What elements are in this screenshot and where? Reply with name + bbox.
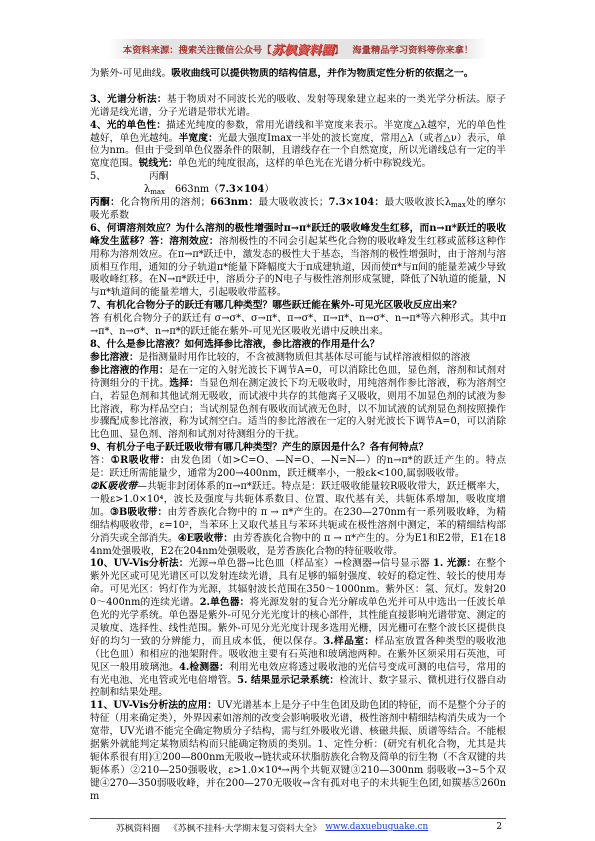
- instrument-flow-text: 光源→单色器→比色皿（样品室）→检测器→信号显示器: [188, 558, 434, 570]
- section-11-heading: 11、UV-Vis分析法的应用：: [90, 700, 218, 712]
- light-source-text: 在整个紫外光区或可见光谱区可以发射连续光谱，具有足够的辐射强度、较好的稳定性、较长的使用寿命。可见光区：钨灯作为光源，其辐射波长范围在350～1000nm。紫外区：氢、氘灯。发射200～400nm的连续光谱。: [90, 558, 506, 609]
- footer-title: 《苏枫不挂科·大学期末复习资料大全》: [169, 823, 322, 833]
- half-width-term: 半宽度：: [178, 132, 218, 144]
- half-width-definition: 光最大强度Imax一半处的波长宽度，常用△λ（或者△ν）表示，单位为nm。但由于受到单色仪器条件的限制，且谱线存在一个自然宽度，所以光谱线总有一定的半宽度范围。: [90, 132, 506, 170]
- footer-brand: 苏枫资料圈: [116, 823, 160, 833]
- k-band-text: —共轭非封闭体系的π→π*跃迁。特点是：跃迁吸收能量较R吸收带大，跃迁概率大，一般ε>1.0×10⁴，波长及强度与共轭体系数目、位置、取代基有关，共轭体系增加，吸收度增加。: [90, 480, 506, 518]
- reference-solution-role: [90, 365, 506, 442]
- section-7-answer: [90, 313, 506, 339]
- wavelength-value: 663nm（: [174, 184, 219, 196]
- answer-label: 答：: [90, 455, 111, 467]
- section-3-paragraph: [90, 94, 506, 120]
- display-system-term: 5. 结果显示记录系统：: [237, 674, 340, 686]
- sample-chamber-text: 样品室放置各种类型的吸收池（比色皿）和相应的池架附件。吸收池主要有石英池和玻璃池两种。在紫外区须采用石英池，可见区一般用玻璃池。: [90, 635, 506, 673]
- b-band-term: ③B吸收带：: [110, 506, 168, 518]
- e-band-text: 由芳香族化合物中的 π → π*产生的。分为E1和E2带，E1在184nm处强吸收，E2在204nm处强吸收，是芳香族化合物的特征吸收带。: [90, 532, 506, 557]
- light-source-term: 1. 光源：: [433, 558, 477, 570]
- explain-epsilon-term: 7.3×104：: [328, 197, 385, 209]
- section-5-number: 5、: [90, 171, 106, 183]
- e-band-term: ④E吸收带：: [177, 532, 234, 544]
- selection-text: 当显色剂在测定波长下均无吸收时，用纯溶剂作参比溶液，称为溶剂空白，若显色剂和其他试剂无吸收，而试液中共存的其他离子又吸收，则用不加显色剂的试液为参比溶液，称为样品空白；当试剂显色剂有吸收而试液无色时，以不加试液的试剂显色剂按照操作步骤配成参比溶液，称为试剂空白。适当的参比溶液在一定的入射光波长下调节A=0，可以消除比色皿、显色剂、溶剂和试剂对待测组分的干扰。: [90, 377, 506, 441]
- header-tagline: 海量精品学习资料等你来拿！: [352, 45, 474, 56]
- section-4-heading: 4、光的单色性：: [90, 119, 167, 131]
- monochromator-term: 2.单色器：: [199, 597, 250, 609]
- epsilon-value: 7.3×104: [218, 184, 265, 196]
- r-band-term: ①R吸收带：: [110, 455, 171, 467]
- lambda-max-formula: [90, 184, 506, 197]
- section-3-heading: 3、光谱分析法：: [90, 93, 167, 105]
- detector-text: 利用光电效应将透过吸收池的光信号变成可测的电信号，常用的有光电池、光电管或光电倍增管。: [90, 661, 506, 686]
- reference-role-text: 是在一定的入射光波长下调节A=0，可以消除比色皿，显色剂，溶剂和试剂对待测组分的干扰。: [90, 364, 506, 389]
- section-10-heading: 10、UV-Vis分析法：: [90, 558, 189, 570]
- section-11-text: UV光谱基本上是分子中生色团及助色团的特征，而不是整个分子的特征（用来确定类），外界因素如溶剂的改变会影响吸收光谱，极性溶剂中精细结构消失成为一个宽带，UV光谱不能完全确定物质分子结构，需与红外吸收光谱、核磁共振、质谱等结合。不能根据紫外就能判定某物质结构而只能确定物质的类别。1、定性分析：(研究有机化合物，尤其是共轭体系很有用)①200—800nm无吸收→链状或环状脂肪族化合物及简单的衍生物（不含双键的共轭体系）②210—250强吸收，ε>1.0×10⁴→两个共轭双键③210—300nm 弱吸收→3~5个双键④270—350弱吸收峰，并在200—270无吸收→含有孤对电子的未共轭生色团,如羰基⑤260nm: [90, 700, 506, 802]
- section-6-paragraph: [90, 223, 506, 300]
- section-7-answer-text: 答 有机化合物分子的跃迁有 σ→σ*、σ→π*、π→σ*、π→π*、n→σ*、n→π*等六种形式。其中π→π*、n→σ*、n→π*的跃迁能在紫外-可见光区吸收光谱中反映出来。: [90, 313, 506, 338]
- header-banner: [108, 39, 488, 59]
- intro-text: 为紫外-可见曲线。: [90, 68, 172, 79]
- formula-close-paren: ）: [264, 184, 275, 196]
- explain-lambda-subscript: max: [451, 201, 466, 210]
- r-band-text: 由发色团（如>C=O、—N=O、—N=N—）的n→π*的跃迁产生的。特点是：跃迁所需能量少，通常为200→400nm，跃迁概率小，一般εk<100,属弱吸收带。: [90, 455, 506, 480]
- header-source-text: 本资料来源：搜索关注微信公众号【: [122, 45, 272, 56]
- section-7-question: [90, 300, 506, 313]
- header-bracket: 】: [334, 45, 344, 56]
- section-6-question: 6、何谓溶剂效应？为什么溶剂的极性增强时π→π*跃迁的吸收峰发生红移，而n→π*跃迁的吸收峰发生蓝移？答：溶剂效应：: [90, 222, 506, 247]
- section-7-heading: 7、有机化合物分子的跃迁有哪几种类型？哪些跃迁能在紫外-可见光区吸收反应出来？: [90, 300, 462, 312]
- section-11-paragraph: [90, 700, 506, 803]
- detector-term: 4.检测器：: [179, 661, 230, 673]
- section-9-heading: 9、有机分子电子跃迁吸收带有哪几种类型？产生的原因是什么？各有何特点？: [90, 442, 429, 454]
- section-9-question: [90, 442, 506, 455]
- display-system-text: 检流计、数字显示、微机进行仪器自动控制和结果处理。: [90, 674, 506, 699]
- monochromator-text: 将光源发射的复合光分解成单色光并可从中选出一任波长单色光的光学系统。单色器是紫外-可见分光光度计的核心部件，其性能直接影响光谱带宽、测定的灵敏度、选择性、线性范围。紫外-可见分光光度计现多选用光栅，因光栅可在整个波长区提供良好的均匀一致的分辨能力，而且成本低，便以保存。: [90, 597, 506, 647]
- reference-solution-definition: [90, 352, 506, 365]
- explain-epsilon-text-end: 处的摩尔吸光系数: [90, 197, 506, 221]
- section-6-answer: 溶剂极性的不同会引起某些化合物的吸收峰发生红移或蓝移这种作用称为溶剂效应。在π→π*跃迁中，激发态的极性大于基态，当溶剂的极性增强时，由于溶剂与溶质相互作用，通知的分子轨道π*能量下降幅度大于π成建轨道，因而使π*与π间的能量差减少导致吸收峰红移。在N→π*跃迁中，溶质分子的N电子与极性溶剂形成氢键，降低了N轨道的能量，N与π*轨道间的能量差增大，引起吸收带蓝移。: [90, 235, 506, 299]
- section-8-heading: 8、什么是参比溶液？如何选择参比溶液，参比溶液的作用是什么？: [90, 339, 380, 351]
- sharp-line-definition: 单色光的纯度很高，这样的单色光在光谱分析中称锐线光。: [177, 158, 432, 170]
- k-band-term: ②K吸收带: [90, 480, 138, 492]
- selection-term: 选择：: [169, 377, 200, 389]
- solvent-label: 丙酮: [148, 171, 169, 183]
- explain-solvent-term: 丙酮：: [90, 197, 121, 209]
- section-3-text: 基于物质对不同波长光的吸收、发射等现象建立起来的一类光学分析法。原子光谱是线光谱，分子光谱是带状光谱。: [90, 93, 506, 118]
- b-band-text: 由芳香族化合物中的 π → π*产生的。在230—270nm有一系列吸收峰，为精细结构吸收带，ε=10²，当苯环上又取代基且与苯环共轭或在极性溶剂中测定，苯的精细结构部分消失或全部消失。: [90, 506, 506, 544]
- lambda-symbol: λ: [144, 184, 151, 196]
- footer-website-link[interactable]: www.daxuebuguake.cn: [325, 822, 429, 832]
- brand-logo-text: 苏枫资料圈: [271, 42, 335, 57]
- footer-divider: [90, 818, 506, 819]
- section-10-paragraph: [90, 558, 506, 700]
- lambda-subscript: max: [150, 188, 165, 197]
- explain-wavelength-term: 663nm：: [210, 197, 259, 209]
- page-footer: [90, 821, 506, 833]
- explain-lambda-symbol: λ: [444, 197, 452, 209]
- document-body: [90, 68, 506, 816]
- reference-role-term: 参比溶液的作用：: [90, 364, 169, 376]
- page-number: 2: [496, 822, 502, 832]
- explain-wavelength-text: 最大吸收波长；: [258, 197, 329, 209]
- section-4-paragraph: [90, 120, 506, 172]
- sample-chamber-term: 3.样品室：: [323, 635, 375, 647]
- reference-solution-text: 是指测量时用作比较的，不含被测物质但其基体尽可能与试样溶液相似的溶液: [138, 351, 471, 363]
- section-5-explanation: [90, 197, 506, 223]
- r-band-paragraph: [90, 455, 506, 481]
- explain-epsilon-text: 最大吸收波长: [384, 197, 445, 209]
- section-4-text: 描述光纯度的参数，常用光谱线和半宽度来表示。半宽度△λ越窄，光的单色性越好，单色光越纯。: [90, 119, 506, 144]
- sharp-line-term: 锐线光：: [138, 158, 178, 170]
- k-b-e-band-paragraph: [90, 481, 506, 558]
- intro-bold-text: 吸收曲线可以提供物质的结构信息，并作为物质定性分析的依据之一。: [171, 68, 474, 79]
- section-5-heading: [90, 171, 506, 184]
- reference-solution-term: 参比溶液：: [90, 351, 139, 363]
- intro-paragraph: [90, 68, 506, 81]
- explain-solvent-text: 化合物所用的溶剂；: [120, 197, 211, 209]
- section-8-question: [90, 339, 506, 352]
